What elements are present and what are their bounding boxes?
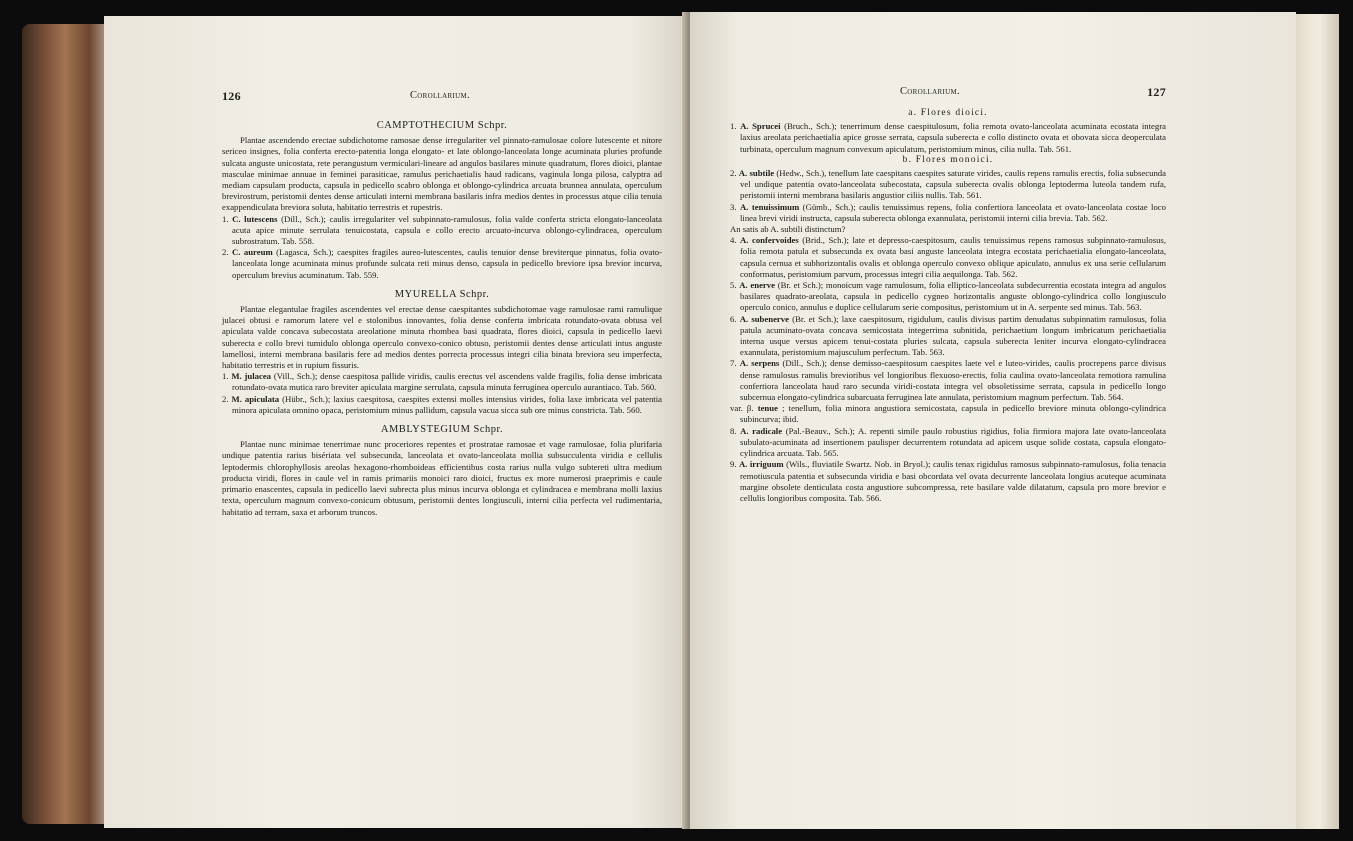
species-name: A. enerve <box>739 280 778 291</box>
right-running-title: Corollarium. <box>900 86 960 97</box>
entry-text: ; tenellum, folia minora angustiora semicostata, capsula in pedicello breviore minuta oblongo-cylindrica subincurva; ibid. <box>740 403 1166 425</box>
species-name: A. tenuissimum <box>739 201 803 212</box>
entry-number: 3. <box>730 201 740 212</box>
group-heading: b. Flores monoici. <box>902 154 994 165</box>
species-name: A. subtile <box>738 168 777 179</box>
entry-text: (Lagasca, Sch.); caespites fragiles aureo-lutescentes, caulis tenuior dense breviterque pinnatus, folia ovato-lanceolata longe acuminata minus profunde sulcata reti minus denso, capsula in pedicello breviore ipsa brevior incurva, operculum brevius acuminatum. Tab. 559. <box>232 247 663 280</box>
left-page <box>104 16 690 828</box>
species-name: M. julacea <box>231 371 274 382</box>
species-name: C. lutescens <box>232 213 282 224</box>
genus-description: Plantae elegantulae fragiles ascendentes vel erectae dense caespitantes subdichotomae vage ramulosae rami ramulique julacei obtusi e ramorum latere vel e stolonibus innovantes, folia dense conferta imbricata rotundato-ovata obtusa vel apiculata valde concava subecostata areolatione minuta rhombea basi quadrata, flores dioici, capsula in pedicello laevi suberecta e collo brevi tumidulo oblonga operculo convexo-conico obtuso, peristomii dentes dense articulati intus anguste lamellosi, interni membrana basilaris fere ad medios dentes porrecta processus integri cilia binata breviora seu imperfecta, habitatio terrestris et in rupium fissuris. <box>222 304 662 371</box>
species-entry <box>730 202 1166 224</box>
entry-number: 2. <box>222 247 232 258</box>
entry-text: (Br. et Sch.); monoicum vage ramulosum, folia elliptico-lanceolata subdecurrentia ecostata integra ad angulos basilares quadrato-areolata, capsula in pedicello cygneo horizontalis anguste oblongo-cylindrica collo longiusculo operculo conico, annulus e duplice cellularum serie compositus, peristomium ut in A. serpente sed minus. Tab. 563. <box>740 280 1167 313</box>
right-page-number: 127 <box>1147 85 1166 99</box>
species-entry <box>222 214 662 248</box>
entry-number: 4. <box>730 235 741 246</box>
species-entry <box>222 394 662 416</box>
species-name: A. Sprucei <box>740 121 785 132</box>
genus-description: Plantae nunc minimae tenerrimae nunc proceriores repentes et prostratae ramosae et vage ramulosae, folia plurifaria undique patentia rarius bisériata vel subsecunda, lanceolata et ovato-lanceolata mollia subsucculenta viridia e cellulis leptodermis chlorophyllosis areolas hexagono-rhomboideas efficientibus costa rarius nulla vulgo subtereti ultra medium producta viridi, flores in caule vel in ramis primariis monoici raro dioici, fructus ex more numerosi praeprimis e caule primario enascentes, capsula in pedicello laevi subrecta plus minus incurva oblonga et cylindracea e membrana molli laxius texta, operculum magnum convexo-conicum obtusum, peristomii dentes longiusculi, interni cilia perfecta vel rudimentaria, habitatio ad terram, saxa et arborum truncos. <box>222 439 662 517</box>
genus-heading: CAMPTOTHECIUM Schpr. <box>376 120 508 131</box>
species-name: A. subenerve <box>739 313 793 324</box>
group-heading: a. Flores dioici. <box>908 108 988 118</box>
species-entry <box>222 247 662 281</box>
entry-number: 8. <box>730 425 741 436</box>
species-entry <box>730 280 1166 314</box>
entry-text: (Dill., Sch.); caulis irregulariter vel subpinnato-ramulosus, folia valde conferta stricta elongato-lanceolata acuta apice minute serrulata tenuicostata, capsula e collo erecto arcuato-incurva oblongo-cylindracea, operculum subrostratum. Tab. 558. <box>232 213 663 247</box>
entry-text: (Gümb., Sch.); caulis tenuissimus repens, folia confertiora lanceolata et ovato-lanceolata costae loco linea brevi viridi instructa, capsula suberecta oblonga exannulata, peristomii interni cilia brevia. Tab. 562. <box>740 201 1166 223</box>
species-name: M. apiculata <box>231 393 283 404</box>
species-entry <box>730 235 1166 280</box>
entry-text: (Brid., Sch.); late et depresso-caespitosum, caulis tenuissimus repens ramosus subpinnato-ramulosus, folia remota patula et subsecunda ex ovata basi anguste lanceolata integra ecostata perichaetialia elongato-lanceolata, capsula cernua et subhorizontalis ovalis et oblonga operculo convexo oblique apiculato, annulus ex una serie cellularum conformatus, peristomium parvum, processus integri cilia aequilonga. Tab. 562. <box>740 235 1166 279</box>
entry-text: (Vill., Sch.); dense caespitosa pallide viridis, caulis erectus vel ascendens valde fragilis, folia dense imbricata rotundato-ovata mutica raro breviter apiculata margine serrulata, capsula minuta ferruginea operculo aurantiaco. Tab. 560. <box>232 371 662 393</box>
species-entry <box>730 358 1166 403</box>
entry-text: (Br. et Sch.); laxe caespitosum, rigidulum, caulis divisus partim denudatus subpinnatim ramulosus, folia patula acuminato-ovata concava semicostata integerrima subnitida, perichaetium longum imbricatum perichaetialia interna usque versus apicem tenui-costata pluries sulcata, capsula suberecta leniter incurva elongato-cylindracea exannulata, peristomium majusculum perfectum. Tab. 563. <box>740 313 1167 358</box>
entry-text: An satis ab A. subtili distinctum? <box>730 224 846 235</box>
entry-text: (Hübr., Sch.); laxius caespitosa, caespites extensi molles intensius virides, folia laxe imbricata vel patentia minora apiculata omnino opaca, peristomium minus pallidum, capsula vacua sicca sub ore minus constricta. Tab. 560. <box>232 393 662 415</box>
entry-text: (Bruch., Sch.); tenerrimum dense caespitulosum, folia remota ovato-lanceolata acuminata ecostata integra laxius areolata perichaetialia apice grosse serrata, capsula suberecta e collo distincto ovata et obovata sicca deoperculata turbinata, operculum magnum convexum apiculatum, peristomium minus, cilia nulla. Tab. 561. <box>740 121 1167 154</box>
left-text-column <box>222 112 662 518</box>
species-entry <box>730 314 1166 359</box>
right-text-column <box>730 108 1166 504</box>
entry-number: 6. <box>730 313 740 324</box>
species-entry <box>730 121 1166 155</box>
entry-text: (Pal.-Beauv., Sch.); A. repenti simile paulo robustius rigidius, folia firmiora majora late ovato-lanceolata subulato-acuminata ad insertionem paulisper decurrentem rotundata ad apicem usque solide costata, capsula elongato-cylindrica arcuata. Tab. 565. <box>740 425 1167 459</box>
right-page <box>690 12 1296 829</box>
species-entry <box>730 459 1166 504</box>
entry-number: 1. <box>222 213 233 224</box>
entry-text: (Hedw., Sch.), tenellum late caespitans caespites saturate virides, caulis repens ramulis erectis, folia subsecunda vel undique patentia ovato-lanceolata subecostata, capsula suberecta ovalis oblonga leptoderma luteola tandem rufa, peristomii interni membrana basilaris angustior ciliis nullis. Tab. 561. <box>740 168 1166 201</box>
species-entry <box>222 371 662 393</box>
entry-number: 2. <box>222 393 232 404</box>
book-edge-right <box>1291 14 1339 829</box>
entry-number: 5. <box>730 280 740 291</box>
entry-number: 7. <box>730 358 740 369</box>
species-name: A. serpens <box>739 358 783 369</box>
species-name: C. aureum <box>231 247 277 258</box>
left-running-title: Corollarium. <box>410 90 470 101</box>
entry-number: 1. <box>222 371 232 382</box>
entry-text: (Wils., fluviatile Swartz. Nob. in Bryol.); caulis tenax rigidulus ramosus subpinnato-ramulosus, folia tenacia remotiuscula patentia et subsecunda viridia e basi obcordata vel ovata decurrente lanceolata longius acuteque acuminata margine obsolete denticulata costa angustiore subcompressa, rete basilare valde dilatatum, capsula pro more brevior e cellulis longioribus composita. Tab. 566. <box>740 459 1166 503</box>
species-entry <box>730 426 1166 460</box>
species-name: A. irriguum <box>738 459 787 470</box>
species-entry <box>730 224 1166 235</box>
entry-number: 2. <box>730 168 739 179</box>
species-name: A. radicale <box>740 425 786 436</box>
left-page-number: 126 <box>222 89 241 103</box>
genus-heading: MYURELLA Schpr. <box>394 288 490 300</box>
genus-description: Plantae ascendendo erectae subdichotome ramosae dense irregulariter vel pinnato-ramulosae colore lutescente et nitore sericeo insignes, folia conferta erecto-patentia longa elongato- et late oblongo-lanceolata longe acuminata pluries profunde sulcata anguste unicostata, rete perangustum vermiculari-lineare ad angulos basilares minute quadratum, flores dioici, plantae masculae minimae annuae in feminei parasiticae, ramulus perichaetialis haud radicans, vaginula longa pilosa, calyptra ad mediam capsulam producta, capsula in pedicello scabro oblonga et oblongo-cylindrica arcuata brunnea annulata, operculum brevirostrum, peristomii dentes dense articulati interni membrana basilaris infra medios dentes in processus atque cilia tenuia exappendiculata breviora soluta, habitatio terrestris et rupestris. <box>222 135 662 213</box>
entry-number: var. β. <box>730 403 758 414</box>
entry-number: 9. <box>730 459 739 470</box>
entry-number: 1. <box>730 121 741 132</box>
species-name: A. confervoides <box>740 235 803 246</box>
species-name: tenue <box>757 403 783 414</box>
genus-heading: AMBLYSTEGIUM Schpr. <box>380 424 504 436</box>
species-entry <box>730 168 1166 202</box>
species-entry <box>730 403 1166 425</box>
entry-text: (Dill., Sch.); dense demisso-caespitosum caespites laete vel e luteo-virides, caulis procrepens parce divisus dense ramulosus ramulis brevioribus vel longioribus flexuoso-erectis, folia caulina ovato-lanceolata remotiora ramulina confertiora lanceolata haud raro secunda viridi-costata integra vel obsoletissime serrata, capsula in pedicello longo subcernua elongato-cylindrica subarcuata ferruginea late annulata, peristomium magnum perfectum. Tab. 564. <box>740 358 1166 403</box>
